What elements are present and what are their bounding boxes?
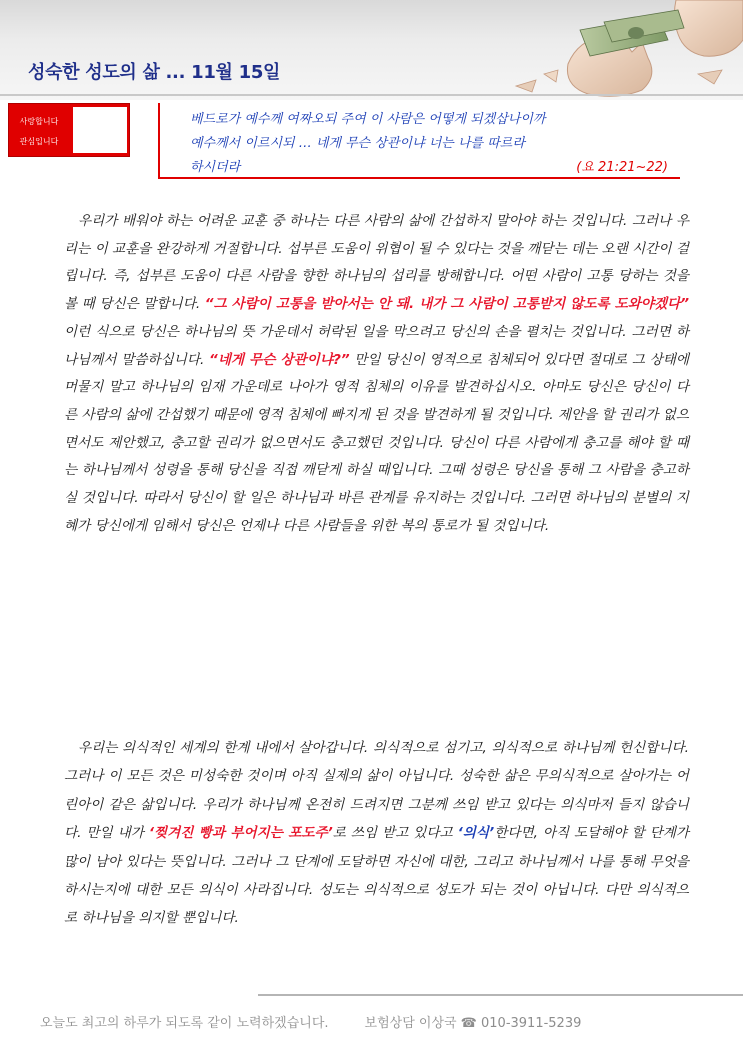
highlighted-quote: “그 사람이 고통을 받아서는 안 돼. 내가 그 사람이 고통받지 않도록 도와야겠다”: [204, 296, 689, 313]
greeting-badge: [8, 103, 130, 157]
greeting-line-2: 관심입니다: [19, 137, 59, 146]
body-paragraph-2: [64, 734, 689, 933]
scripture-reference: (요 21:21~22): [576, 160, 668, 175]
header-divider: [0, 94, 743, 96]
scripture-line-3: 하시더라: [190, 160, 241, 175]
highlighted-term: ‘의식’: [457, 825, 495, 842]
paragraph-text: 우리는 의식적인 세계의 한계 내에서 살아갑니다. 의식적으로 섬기고, 의식적으로 하나님께 헌신합니다. 그러나 이 모든 것은 미성숙한 것이며 아직 실제의 삶이 아닙니다. 성숙한 삶은 무의식적으로 살아가는 어린아이 같은 삶입니다. 우리가 하나님께 온전히 드려지면 그분께 쓰임 받고 있다는 의식마저 들지 않습니다. 만일 내가: [64, 740, 689, 842]
footer-divider: [258, 994, 743, 996]
header-banner: [0, 0, 743, 100]
scripture-line-2: 예수께서 이르시되 … 네게 무슨 상관이냐 너는 나를 따르라: [190, 136, 525, 151]
footer-motto: 오늘도 최고의 하루가 되도록 같이 노력하겠습니다.: [40, 1016, 329, 1031]
highlighted-quote: ‘찢겨진 빵과 부어지는 포도주’: [148, 825, 333, 842]
paragraph-text: 우리가 배워야 하는 어려운 교훈 중 하나는 다른 사람의 삶에 간섭하지 말아야 하는 것입니다. 그러나 우리는 이 교훈을 완강하게 거절합니다. 섭부른 도움이 위협이 될 수 있다는 것을 깨닫는 데는 오랜 시간이 걸립니다. 즉, 섭부른 도움이 다른 사람을 향한 하나님의 섭리를 방해합니다. 어떤 사람이 고통 당하는 것을 볼 때 당신은 말합니다.: [64, 213, 689, 313]
paragraph-text: 로 쓰임 받고 있다고: [332, 825, 458, 842]
paragraph-text: 만일 당신이 영적으로 침체되어 있다면 절대로 그 상태에 머물지 말고 하나님의 임재 가운데로 나아가 영적 침체의 이유를 발견하십시오. 아마도 당신은 당신이 다른 사람의 삶에 간섭했기 때문에 영적 침체에 빠지게 된 것을 발견하게 될 것입니다. 제안을 할 권리가 없으면서도 제안했고, 충고할 권리가 없으면서도 충고했던 것입니다. 당신이 다른 사람에게 충고를 해야 할 때는 하나님께서 성령을 통해 당신을 직접 깨닫게 하실 때입니다. 그때 성령은 당신을 통해 그 사람을 충고하실 것입니다. 따라서 당신이 할 일은 하나님과 바른 관계를 유지하는 것입니다. 그러면 하나님의 분별의 지혜가 당신에게 임해서 당신은 언제나 다른 사람들을 위한 복의 통로가 될 것입니다.: [64, 351, 690, 534]
scripture-box: [158, 103, 680, 179]
broken-egg-money-illustration: [508, 0, 743, 100]
paragraph-text: 한다면, 아직 도달해야 할 단계가 많이 남아 있다는 뜻입니다. 그러나 그 단계에 도달하면 자신에 대한, 그리고 하나님께서 나를 통해 무엇을 하시는지에 대한 모든 의식이 사라집니다. 성도는 의식적으로 성도가 되는 것이 아닙니다. 다만 의식적으로 하나님을 의지할 뿐입니다.: [64, 825, 689, 927]
paragraph-text: 이런 식으로 당신은 하나님의 뜻 가운데서 허락된 일을 막으려고 당신의 손을 펼치는 것입니다. 그러면 하나님께서 말씀하십니다.: [64, 323, 689, 368]
body-paragraph-1: [64, 208, 689, 540]
badge-blank-panel: [73, 107, 127, 153]
greeting-line-1: 사랑합니다: [19, 117, 59, 126]
footer: [40, 1012, 581, 1031]
scripture-line-1: 베드로가 예수께 여짜오되 주여 이 사람은 어떻게 되겠삽나이까: [190, 112, 546, 127]
highlighted-quote: “네게 무슨 상관이냐?”: [208, 351, 350, 368]
page-title: 성숙한 성도의 삶 ... 11월 15일: [28, 62, 281, 83]
footer-contact: 보험상담 이상국 ☎ 010-3911-5239: [364, 1016, 582, 1031]
